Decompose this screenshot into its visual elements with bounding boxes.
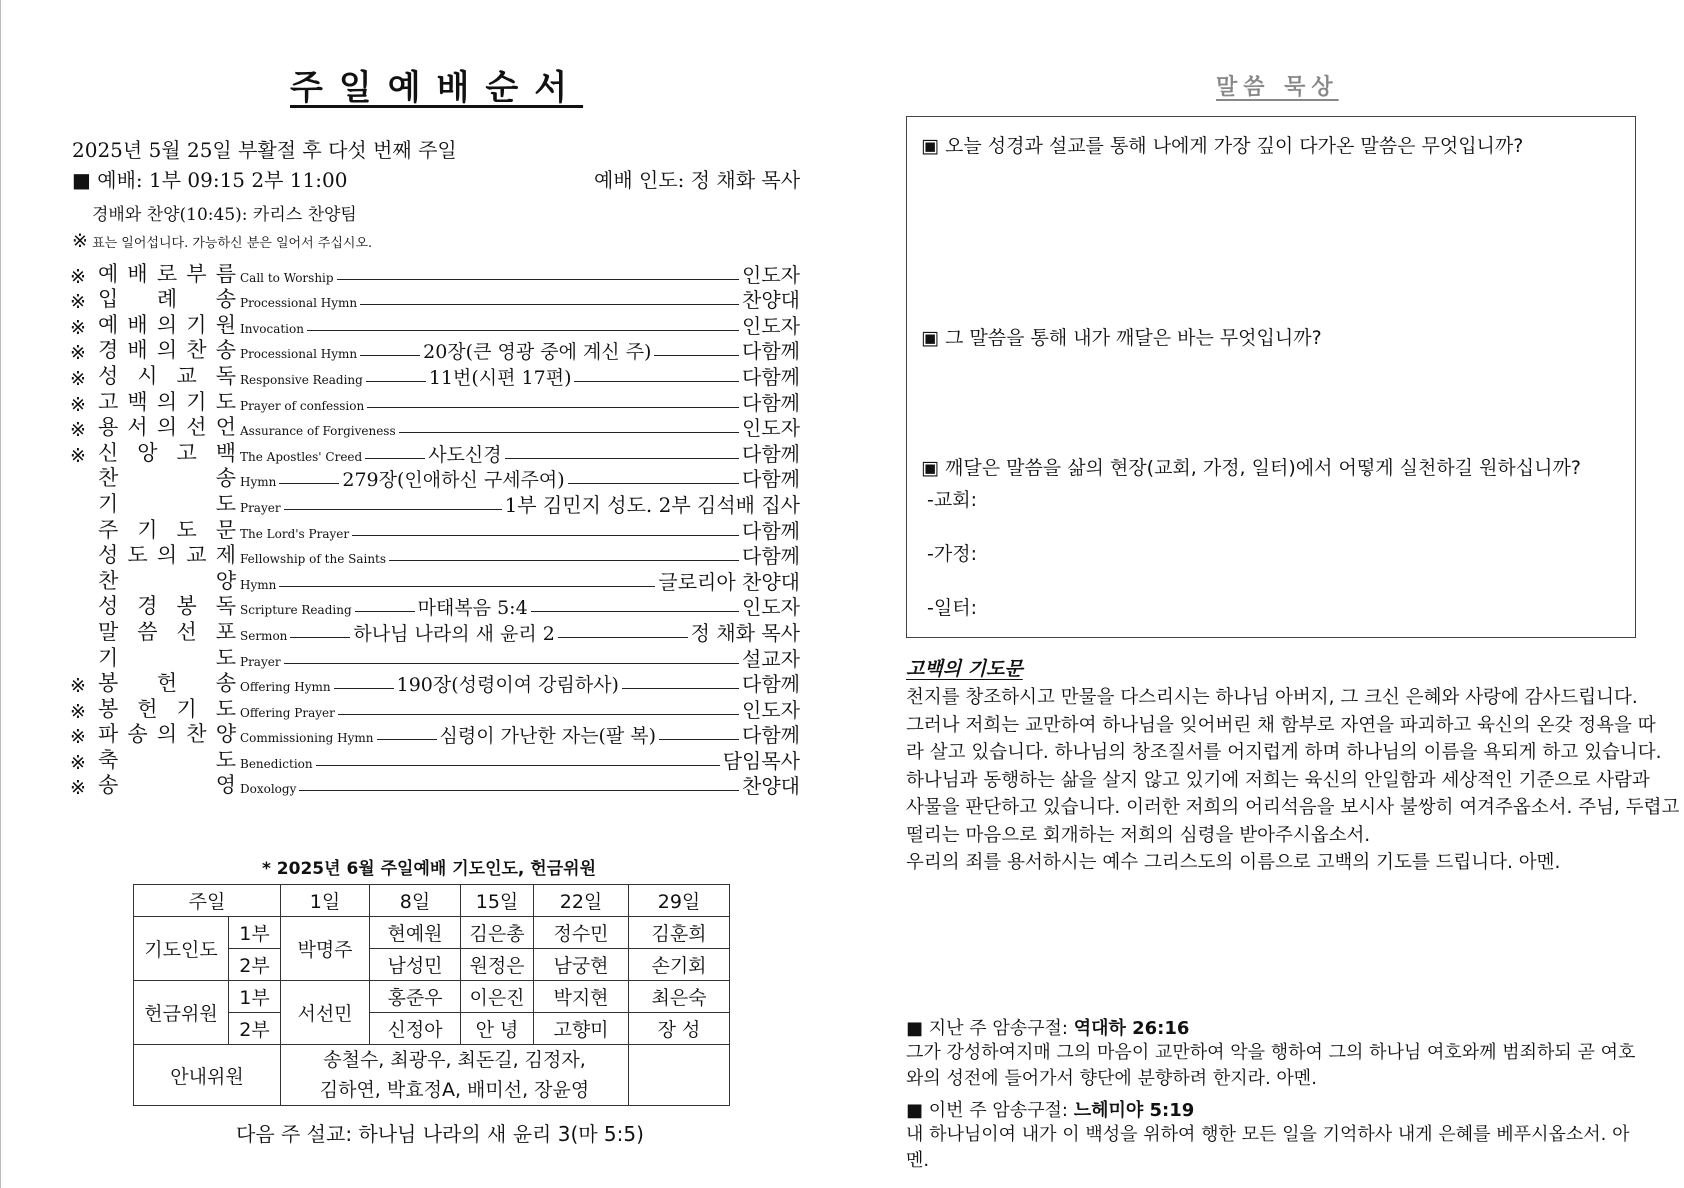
- part-cell: 1부: [229, 917, 281, 949]
- confession-line: 하나님과 동행하는 삶을 살지 않고 있기에 저희는 육신의 안일함과 세상적인 기준으로 사람과: [906, 769, 1650, 791]
- leader-line: [360, 355, 420, 356]
- last-week-label: ■ 지난 주 암송구절:: [906, 1018, 1068, 1039]
- order-item-korean: 기 도: [98, 645, 236, 670]
- order-item-english: Processional Hymn: [240, 296, 358, 311]
- order-item-detail: 사도신경: [428, 443, 502, 466]
- prayer-offering-table: [133, 884, 730, 1106]
- cell: 정수민: [534, 917, 629, 949]
- order-item-korean: 용 서 의 선 언: [98, 415, 236, 440]
- order-item-english: Scripture Reading: [240, 603, 352, 618]
- order-item-role: 정 채화 목사: [690, 620, 800, 645]
- confession-line: 사물을 판단하고 있습니다. 이러한 저희의 어리석음을 보시사 불쌍히 여겨주옵소서. 주님, 두렵고: [906, 797, 1680, 818]
- order-item-english: Responsive Reading: [240, 372, 363, 387]
- leader-line: [352, 535, 739, 536]
- question-1: ▣ 오늘 성경과 설교를 통해 나에게 가장 깊이 다가온 말씀은 무엇입니까?: [921, 135, 1524, 157]
- header-cell: 주일: [134, 885, 281, 917]
- leader-line: [365, 458, 425, 459]
- order-item-detail: 20장(큰 영광 중에 계신 주): [423, 341, 652, 364]
- order-item-english: Fellowship of the Saints: [240, 552, 387, 567]
- order-item-role: 찬양대: [742, 774, 800, 799]
- order-item-korean: 찬 송: [98, 466, 236, 491]
- praise-line: 경배와 찬양(10:45): 카리스 찬양팀: [92, 205, 357, 225]
- this-week-verse-text: 내 하나님이여 내가 이 백성을 위하여 행한 모든 일을 기억하사 내게 은혜를 베푸시옵소서. 아멘.: [906, 1124, 1630, 1171]
- leader-line: [279, 586, 655, 587]
- stand-mark: ※: [70, 367, 86, 390]
- leader-line: [279, 483, 339, 484]
- cell: 장 성: [629, 1013, 730, 1045]
- cell: 서선민: [281, 981, 370, 1045]
- order-item-korean: 파 송 의 찬 양: [98, 722, 236, 747]
- order-item-role: 1부 김민지 성도. 2부 김석배 집사: [504, 492, 800, 517]
- order-item-role: 다함께: [742, 467, 800, 492]
- order-item-korean: 입 례 송: [98, 287, 236, 312]
- stand-mark: ※: [72, 230, 88, 252]
- guide-line: 송철수, 최광우, 최돈길, 김정자,: [323, 1049, 586, 1071]
- order-item-english: Doxology: [240, 782, 297, 797]
- leader-line: [338, 714, 739, 715]
- part-cell: 1부: [229, 981, 281, 1013]
- leader-line: [622, 688, 739, 689]
- confession-line: 천지를 창조하시고 만물을 다스리시는 하나님 아버지, 그 크신 은혜와 사랑에 감사드립니다.: [906, 687, 1638, 708]
- leader-line: [334, 688, 394, 689]
- cell: 홍준우: [370, 981, 461, 1013]
- order-item-korean: 봉 헌 기 도: [98, 696, 236, 721]
- order-item-korean: 예 배 의 기 원: [98, 312, 236, 337]
- header-cell: 1일: [281, 885, 370, 917]
- sub-work: -일터:: [927, 597, 977, 619]
- cell: 안 녕: [461, 1013, 534, 1045]
- order-item-english: Offering Hymn: [240, 680, 331, 695]
- leader-line: [284, 663, 739, 664]
- confession-title: 고백의 기도문: [906, 658, 1023, 680]
- leader-line: [367, 407, 739, 408]
- stand-mark: ※: [70, 342, 86, 365]
- order-item-korean: 고 백 의 기 도: [98, 389, 236, 414]
- order-item-role: 다함께: [742, 441, 800, 466]
- order-item-english: Prayer: [240, 654, 281, 669]
- empty-cell: [629, 1045, 730, 1106]
- order-item-english: Benediction: [240, 756, 313, 771]
- cell: 고향미: [534, 1013, 629, 1045]
- page-title: 주일예배순서: [290, 68, 584, 108]
- table-header-row: [134, 885, 730, 917]
- page-edge: [0, 0, 1, 1188]
- cell: 김훈희: [629, 917, 730, 949]
- cell: 남성민: [370, 949, 461, 981]
- table-row: [134, 1045, 730, 1106]
- order-item-role: 인도자: [742, 697, 800, 722]
- order-item-role: 찬양대: [742, 288, 800, 313]
- order-item-english: Call to Worship: [240, 270, 334, 285]
- table-row: [134, 917, 730, 949]
- order-row: [70, 774, 800, 800]
- guide-cell: [281, 1045, 629, 1106]
- order-item-role: 다함께: [742, 364, 800, 389]
- meditation-box: [906, 116, 1636, 638]
- leader-line: [290, 637, 350, 638]
- stand-mark: ※: [70, 291, 86, 314]
- order-item-english: Offering Prayer: [240, 705, 335, 720]
- order-item-korean: 송 영: [98, 773, 236, 798]
- order-item-detail: 190장(성령이여 강림하사): [396, 674, 619, 697]
- order-item-english: The Apostles' Creed: [240, 449, 363, 464]
- leader-line: [399, 432, 739, 433]
- cell: 신정아: [370, 1013, 461, 1045]
- confession-line: 떨리는 마음으로 회개하는 저희의 심령을 받아주시옵소서.: [906, 824, 1371, 846]
- confession-line: 그러나 저희는 교만하여 하나님을 잊어버린 채 함부로 자연을 파괴하고 육신의 온갖 정욕을 따: [906, 714, 1656, 736]
- order-item-english: Sermon: [240, 628, 288, 643]
- leader-line: [284, 509, 502, 510]
- row-label: 헌금위원: [134, 981, 229, 1045]
- stand-mark: ※: [70, 726, 86, 749]
- confession-text: [906, 684, 1680, 877]
- cell: 손기회: [629, 949, 730, 981]
- order-item-role: 다함께: [742, 518, 800, 543]
- stand-mark: ※: [70, 675, 86, 698]
- leader-line: [659, 739, 739, 740]
- leader-line: [355, 611, 415, 612]
- worship-order-list: [70, 262, 800, 799]
- order-item-korean: 말 씀 선 포: [98, 619, 236, 644]
- row-label: 안내위원: [134, 1045, 281, 1106]
- last-week-verse-heading: [906, 1014, 1189, 1040]
- stand-mark: ※: [70, 265, 86, 288]
- header-cell: 8일: [370, 885, 461, 917]
- guide-line: 김하연, 박효정A, 배미선, 장윤영: [319, 1079, 590, 1101]
- cell: 최은숙: [629, 981, 730, 1013]
- cell: 현예원: [370, 917, 461, 949]
- meditation-title: 말씀 묵상: [1216, 75, 1339, 100]
- prayer-table-title: * 2025년 6월 주일예배 기도인도, 헌금위원: [262, 859, 596, 879]
- cell: 박명주: [281, 917, 370, 981]
- leader-line: [654, 355, 739, 356]
- cell: 이은진: [461, 981, 534, 1013]
- stand-note: [72, 230, 372, 252]
- this-week-ref: 느헤미야 5:19: [1073, 1100, 1195, 1121]
- confession-line: 우리의 죄를 용서하시는 예수 그리스도의 이름으로 고백의 기도를 드립니다. 아멘.: [906, 852, 1561, 873]
- cell: 남궁현: [534, 949, 629, 981]
- worship-leader: 예배 인도: 정 채화 목사: [594, 168, 801, 192]
- cell: 박지현: [534, 981, 629, 1013]
- order-item-korean: 성 경 봉 독: [98, 594, 236, 619]
- order-item-korean: 성 시 교 독: [98, 363, 236, 388]
- order-item-detail: 심령이 가난한 자는(팔 복): [439, 725, 657, 748]
- leader-line: [377, 739, 437, 740]
- worship-times: ■ 예배: 1부 09:15 2부 11:00: [72, 168, 348, 192]
- leader-line: [316, 765, 720, 766]
- date-line: 2025년 5월 25일 부활절 후 다섯 번째 주일: [72, 138, 457, 162]
- stand-mark: ※: [70, 419, 86, 442]
- sub-church: -교회:: [927, 489, 977, 511]
- order-item-role: 인도자: [742, 262, 800, 287]
- order-item-role: 다함께: [742, 672, 800, 697]
- cell: 원정은: [461, 949, 534, 981]
- order-item-korean: 신 앙 고 백: [98, 440, 236, 465]
- order-item-role: 다함께: [742, 544, 800, 569]
- part-cell: 2부: [229, 949, 281, 981]
- leader-line: [389, 560, 739, 561]
- stand-mark: ※: [70, 700, 86, 723]
- order-item-detail: 마태복음 5:4: [417, 597, 528, 620]
- order-item-english: Commissioning Hymn: [240, 731, 374, 746]
- leader-line: [366, 381, 426, 382]
- order-item-korean: 경 배 의 찬 송: [98, 338, 236, 363]
- leader-line: [568, 483, 739, 484]
- question-2: ▣ 그 말씀을 통해 내가 깨달은 바는 무엇입니까?: [921, 327, 1322, 349]
- leader-line: [307, 330, 739, 331]
- cell: 김은총: [461, 917, 534, 949]
- leader-line: [299, 790, 739, 791]
- order-item-english: Prayer of confession: [240, 398, 365, 413]
- order-item-detail: 하나님 나라의 새 윤리 2: [353, 622, 555, 645]
- part-cell: 2부: [229, 1013, 281, 1045]
- order-item-english: Assurance of Forgiveness: [240, 424, 396, 439]
- order-item-role: 담임목사: [722, 748, 800, 773]
- leader-line: [337, 279, 739, 280]
- last-week-ref: 역대하 26:16: [1073, 1018, 1190, 1039]
- sub-home: -가정:: [927, 543, 977, 565]
- order-item-korean: 예 배 로 부 름: [98, 261, 236, 286]
- order-item-korean: 축 도: [98, 747, 236, 772]
- order-item-korean: 성 도 의 교 제: [98, 543, 236, 568]
- leader-line: [558, 637, 688, 638]
- header-cell: 29일: [629, 885, 730, 917]
- order-item-korean: 주 기 도 문: [98, 517, 236, 542]
- order-item-korean: 찬 양: [98, 568, 236, 593]
- stand-mark: ※: [70, 777, 86, 800]
- order-item-detail: 279장(인애하신 구세주여): [342, 469, 565, 492]
- stand-mark: ※: [70, 751, 86, 774]
- order-item-role: 인도자: [742, 595, 800, 620]
- order-item-english: The Lord's Prayer: [240, 526, 350, 541]
- this-week-label: ■ 이번 주 암송구절:: [906, 1100, 1068, 1121]
- order-item-english: Processional Hymn: [240, 347, 358, 362]
- order-item-english: Hymn: [240, 475, 277, 490]
- last-week-verse-text: 그가 강성하여지매 그의 마음이 교만하여 악을 행하여 그의 하나님 여호와께 범죄하되 곧 여호와의 성전에 들어가서 향단에 분향하려 한지라. 아멘.: [906, 1042, 1636, 1089]
- leader-line: [360, 304, 739, 305]
- order-item-role: 인도자: [742, 416, 800, 441]
- stand-mark: ※: [70, 393, 86, 416]
- order-item-english: Prayer: [240, 500, 281, 515]
- confession-line: 라 살고 있습니다. 하나님의 창조질서를 어지럽게 하며 하나님의 이름을 욕되게 하고 있습니다.: [906, 742, 1662, 763]
- order-item-korean: 기 도: [98, 491, 236, 516]
- order-item-korean: 봉 헌 송: [98, 671, 236, 696]
- question-3: ▣ 깨달은 말씀을 삶의 현장(교회, 가정, 일터)에서 어떻게 실천하길 원하십니까?: [921, 457, 1581, 479]
- order-item-detail: 11번(시편 17편): [428, 366, 572, 389]
- leader-line: [531, 611, 739, 612]
- order-item-role: 다함께: [742, 723, 800, 748]
- order-item-role: 다함께: [742, 390, 800, 415]
- order-item-english: Invocation: [240, 321, 304, 336]
- next-sermon: 다음 주 설교: 하나님 나라의 새 윤리 3(마 5:5): [236, 1122, 644, 1146]
- order-item-english: Hymn: [240, 577, 277, 592]
- stand-mark: ※: [70, 444, 86, 467]
- stand-note-text: 표는 일어섭니다. 가능하신 분은 일어서 주십시오.: [92, 236, 373, 251]
- leader-line: [574, 381, 739, 382]
- table-row: [134, 981, 730, 1013]
- header-cell: 15일: [461, 885, 534, 917]
- header-cell: 22일: [534, 885, 629, 917]
- order-item-role: 다함께: [742, 339, 800, 364]
- order-item-role: 글로리아 찬양대: [658, 569, 800, 594]
- order-item-role: 인도자: [742, 313, 800, 338]
- leader-line: [505, 458, 739, 459]
- this-week-verse-heading: [906, 1096, 1194, 1122]
- stand-mark: ※: [70, 316, 86, 339]
- row-label: 기도인도: [134, 917, 229, 981]
- order-item-role: 설교자: [742, 646, 800, 671]
